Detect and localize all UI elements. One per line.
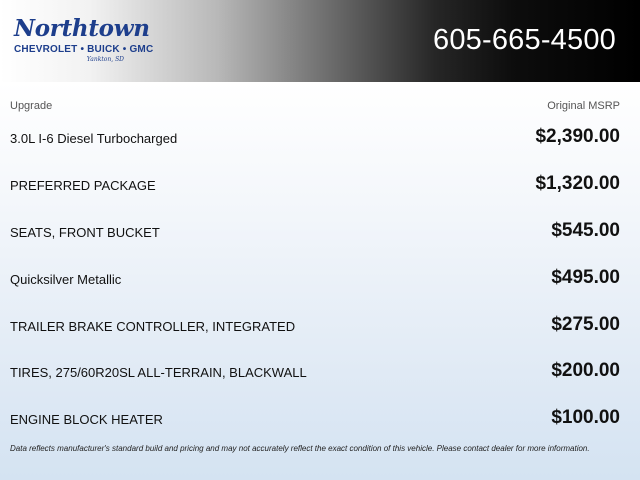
disclaimer-text: Data reflects manufacturer's standard build and pricing and may not accurately reflect the exact condition of this vehicle. Please contact dealer for more information. — [10, 444, 590, 453]
table-row — [10, 312, 620, 342]
upgrade-price: $200.00 — [551, 360, 620, 381]
table-row — [10, 405, 620, 435]
table-row — [10, 265, 620, 295]
upgrade-name: TIRES, 275/60R20SL ALL-TERRAIN, BLACKWALL — [10, 365, 307, 380]
table-row — [10, 171, 620, 201]
logo-wordmark: Northtown — [14, 15, 150, 42]
upgrade-price: $2,390.00 — [535, 126, 620, 147]
dealer-phone[interactable]: 605-665-4500 — [433, 24, 616, 56]
upgrade-name: ENGINE BLOCK HEATER — [10, 412, 163, 427]
column-header-upgrade: Upgrade — [10, 100, 53, 112]
logo-brands: CHEVROLET • BUICK • GMC — [14, 44, 154, 55]
upgrade-price: $100.00 — [551, 407, 620, 428]
table-row — [10, 124, 620, 154]
upgrade-name: PREFERRED PACKAGE — [10, 178, 156, 193]
table-row — [10, 218, 620, 248]
upgrade-price: $1,320.00 — [535, 173, 620, 194]
upgrade-price: $275.00 — [551, 314, 620, 335]
upgrade-name: 3.0L I-6 Diesel Turbocharged — [10, 131, 178, 146]
upgrade-price: $495.00 — [551, 267, 620, 288]
upgrade-name: Quicksilver Metallic — [10, 272, 122, 287]
logo-location: Yankton, SD — [86, 56, 124, 63]
dealer-logo[interactable] — [12, 15, 154, 65]
dealer-header — [0, 0, 640, 82]
column-header-msrp: Original MSRP — [547, 100, 620, 112]
upgrade-price: $545.00 — [551, 220, 620, 241]
table-row — [10, 358, 620, 388]
upgrade-name: TRAILER BRAKE CONTROLLER, INTEGRATED — [10, 319, 296, 334]
upgrade-name: SEATS, FRONT BUCKET — [10, 225, 160, 240]
